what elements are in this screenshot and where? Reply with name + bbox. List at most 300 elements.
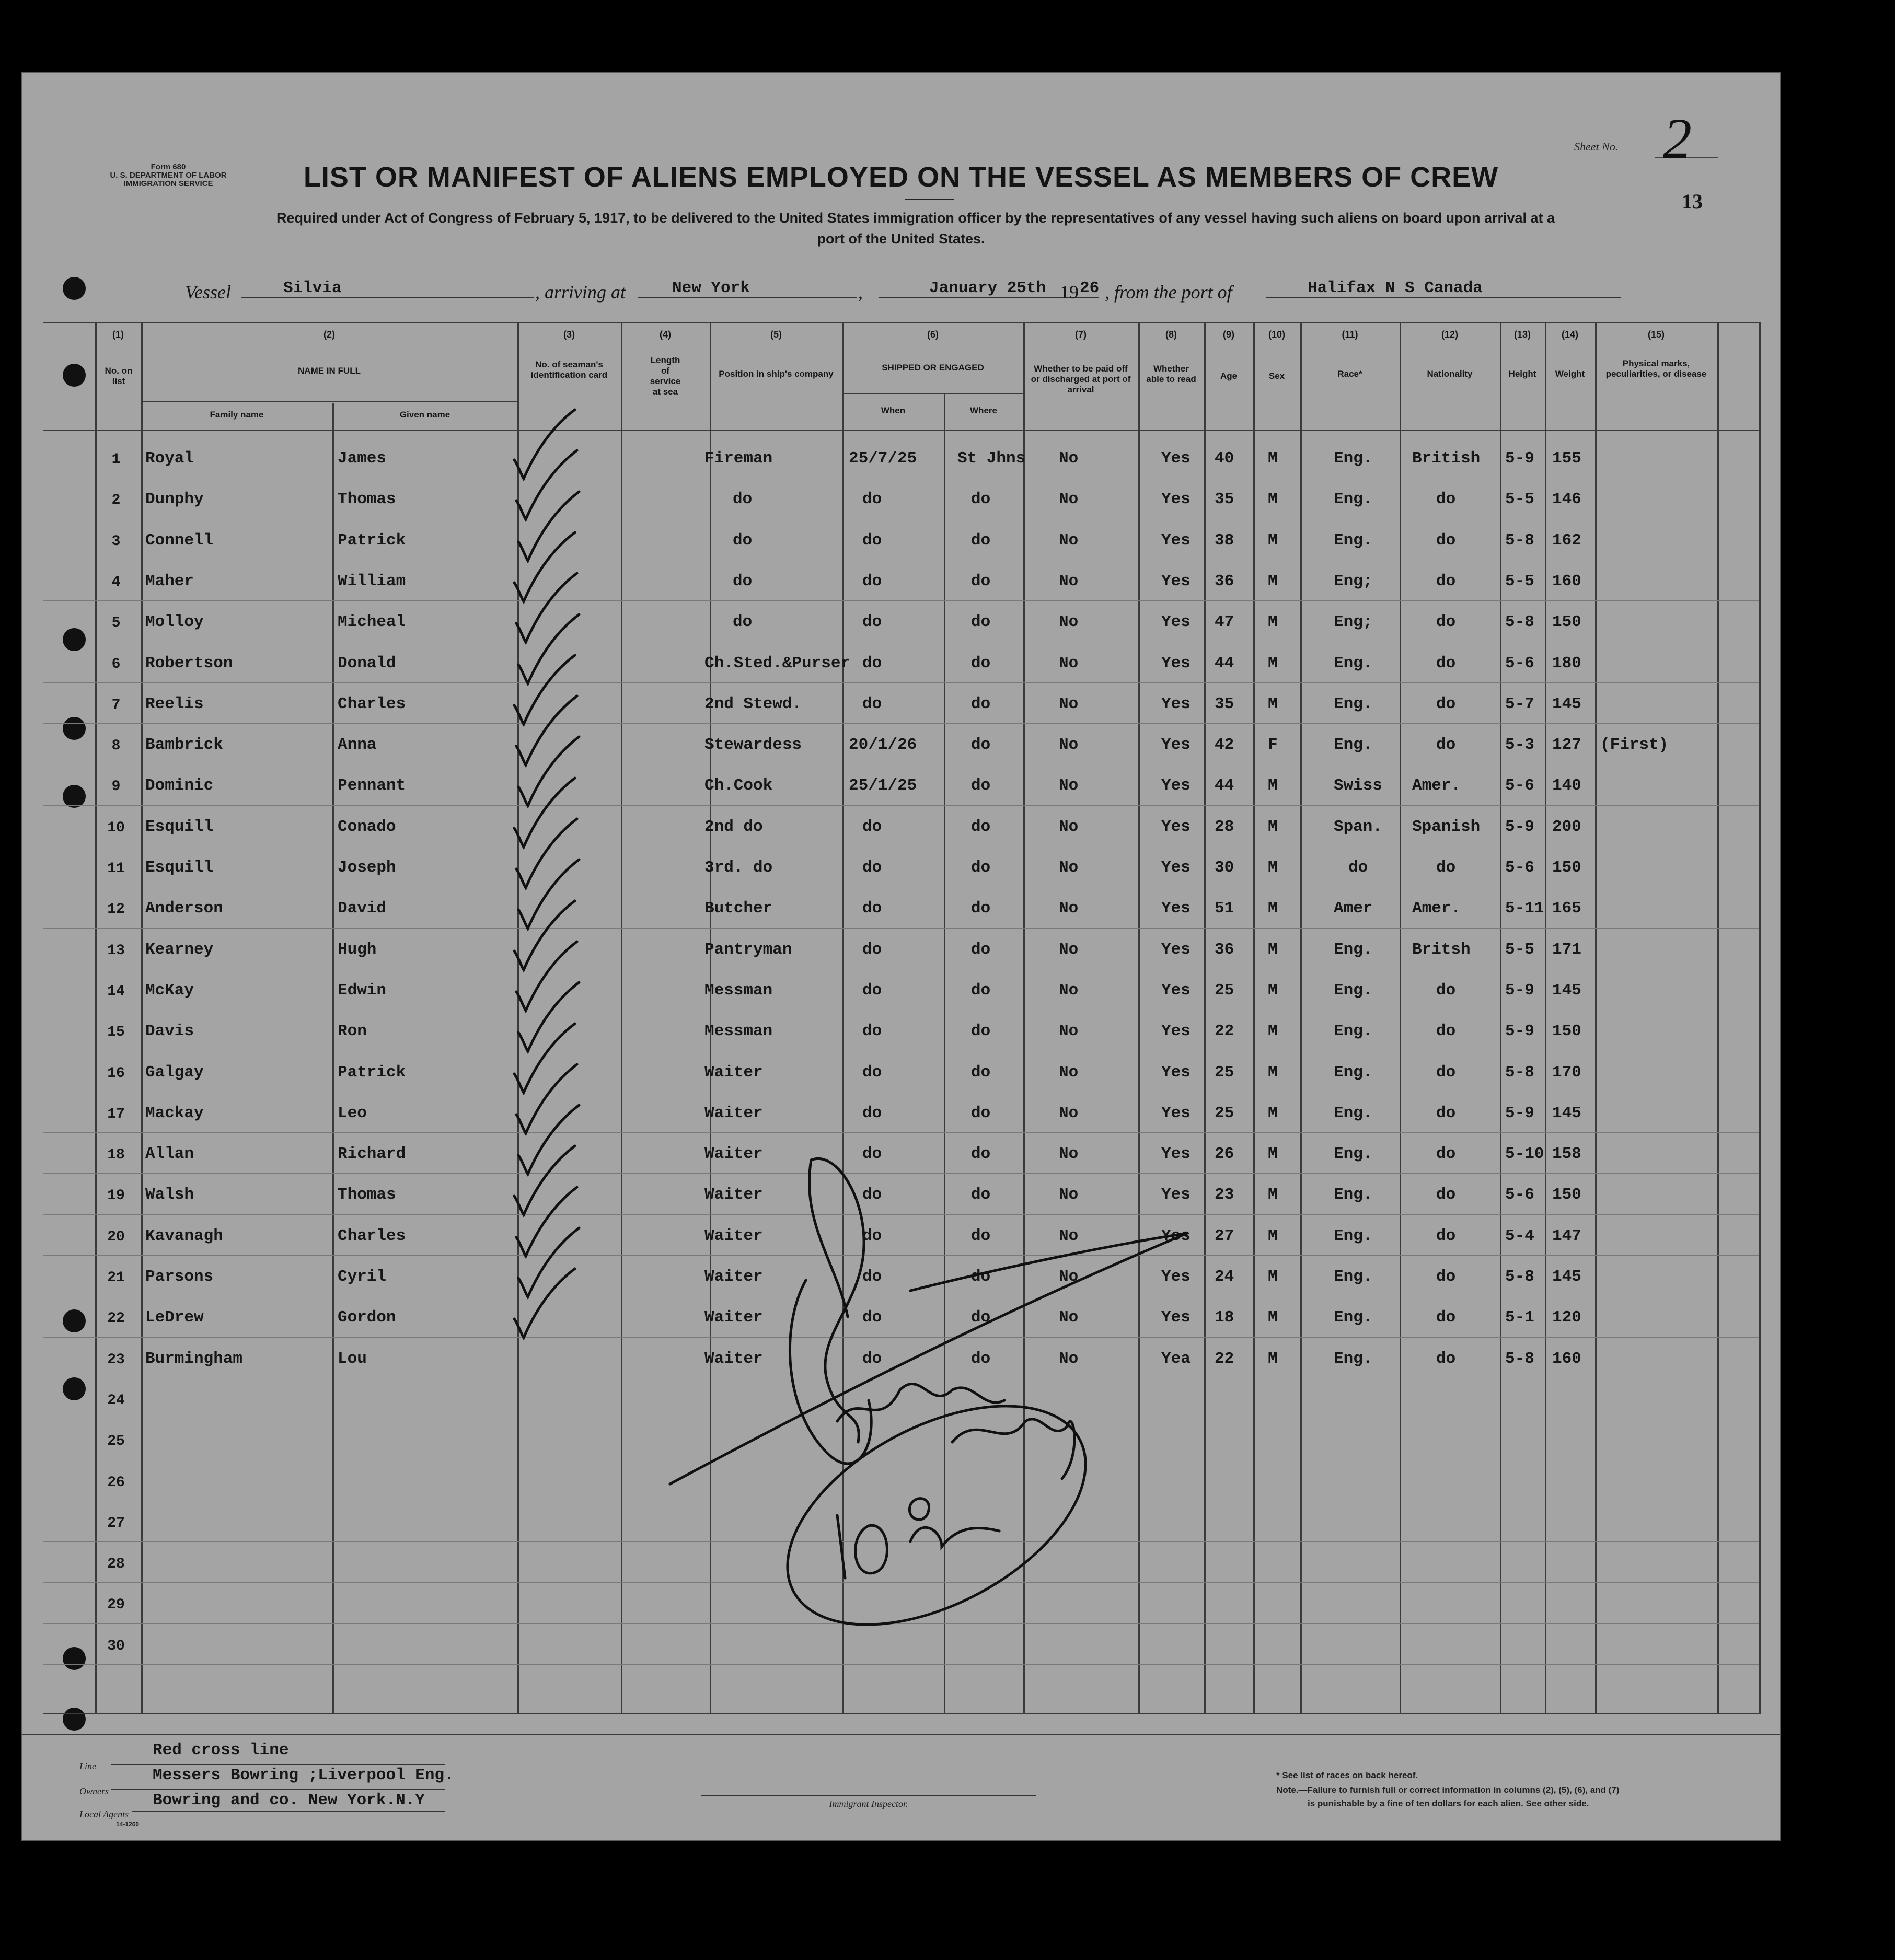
line-underline (111, 1764, 445, 1765)
row-number: 1 (111, 451, 121, 468)
row-number: 6 (111, 656, 121, 672)
cell-where: do (971, 818, 991, 836)
cell-paid: No (1059, 572, 1079, 590)
cell-height: 5-3 (1505, 736, 1534, 754)
cell-weight: 155 (1552, 449, 1581, 468)
column-number: (2) (323, 329, 335, 340)
cell-nat: do (1436, 654, 1456, 672)
row-number: 4 (111, 574, 121, 590)
cell-age: 51 (1215, 899, 1234, 918)
cell-paid: No (1059, 490, 1079, 508)
line-label: Line (79, 1761, 97, 1771)
cell-weight: 147 (1552, 1227, 1581, 1245)
cell-sex: M (1268, 941, 1278, 959)
row-number: 10 (107, 820, 125, 836)
cell-age: 40 (1215, 449, 1234, 468)
cell-where: do (971, 531, 991, 550)
column-number: (6) (927, 329, 939, 340)
cell-when: do (862, 531, 882, 550)
cell-age: 28 (1215, 818, 1234, 836)
cell-read: Yes (1161, 1063, 1191, 1082)
cell-family: Robertson (145, 654, 233, 672)
header-nationality: Nationality (1427, 369, 1473, 379)
subtitle-line-2: port of the United States. (817, 231, 985, 247)
cell-sex: F (1268, 736, 1278, 754)
cell-read: Yes (1161, 1308, 1191, 1327)
year-suffix: 26 (1080, 279, 1100, 297)
handwritten-annotation (858, 1531, 860, 1532)
cell-read: Yes (1161, 1227, 1191, 1245)
cell-where: do (971, 572, 991, 590)
cell-where: do (971, 1350, 991, 1368)
department-name: U. S. DEPARTMENT OF LABOR (110, 171, 227, 180)
subtitle-line-1: Required under Act of Congress of February 5, 1917, to be delivered to the United States immigration officer by the representatives of any vessel having such aliens on board upon arrival at a (276, 210, 1555, 226)
cell-when: do (862, 1145, 882, 1163)
cell-position: Stewardess (704, 736, 802, 754)
cell-where: do (971, 1145, 991, 1163)
cell-nat: do (1436, 859, 1456, 877)
cell-when: do (862, 613, 882, 631)
cell-when: 25/7/25 (849, 449, 917, 468)
cell-age: 25 (1215, 1063, 1234, 1082)
cell-race: do (1348, 859, 1368, 877)
header-age: Age (1220, 371, 1238, 381)
cell-position: do (733, 572, 753, 590)
cell-given: Edwin (338, 981, 387, 1000)
manifest-sheet (21, 72, 1781, 1841)
cell-when: do (862, 1022, 882, 1040)
row-number: 14 (107, 983, 125, 1000)
cell-height: 5-11 (1505, 899, 1544, 918)
cell-age: 23 (1215, 1186, 1234, 1204)
cell-read: Yes (1161, 818, 1191, 836)
cell-paid: No (1059, 941, 1079, 959)
cell-position: Fireman (704, 449, 773, 468)
cell-height: 5-6 (1505, 776, 1534, 795)
cell-race: Span. (1334, 818, 1383, 836)
row-number: 20 (107, 1229, 125, 1245)
cell-race: Eng. (1334, 736, 1373, 754)
row-number: 13 (107, 943, 125, 959)
inspector-signature (22, 73, 1780, 1840)
cell-paid: No (1059, 1186, 1079, 1204)
cell-paid: No (1059, 531, 1079, 550)
cell-nat: do (1436, 1104, 1456, 1122)
cell-nat: do (1436, 1063, 1456, 1082)
cell-nat: do (1436, 531, 1456, 550)
cell-where: do (971, 1227, 991, 1245)
cell-sex: M (1268, 654, 1278, 672)
cell-sex: M (1268, 1308, 1278, 1327)
header-physical-marks: Physical marks, peculiarities, or disease (1605, 358, 1707, 379)
cell-paid: No (1059, 613, 1079, 631)
cell-race: Eng. (1334, 1063, 1373, 1082)
from-port: Halifax N S Canada (1308, 279, 1483, 297)
cell-age: 25 (1215, 981, 1234, 1000)
header-paid-off: Whether to be paid off or discharged at port of arrival (1031, 364, 1131, 395)
row-number: 22 (107, 1310, 125, 1327)
cell-when: do (862, 941, 882, 959)
cell-read: Yes (1161, 981, 1191, 1000)
cell-family: Esquill (145, 859, 214, 877)
cell-given: Cyril (338, 1268, 387, 1286)
header-id-card: No. of seaman's identification card (530, 359, 608, 380)
cell-sex: M (1268, 1227, 1278, 1245)
cell-paid: No (1059, 899, 1079, 918)
row-number: 2 (111, 492, 121, 508)
cell-age: 24 (1215, 1268, 1234, 1286)
cell-when: do (862, 859, 882, 877)
cell-nat: British (1412, 449, 1481, 468)
row-number: 21 (107, 1270, 125, 1286)
cell-read: Yes (1161, 1104, 1191, 1122)
cell-when: do (862, 1227, 882, 1245)
cell-race: Eng. (1334, 1350, 1373, 1368)
cell-sex: M (1268, 1063, 1278, 1082)
cell-sex: M (1268, 1022, 1278, 1040)
cell-nat: Britsh (1412, 941, 1471, 959)
cell-height: 5-9 (1505, 818, 1534, 836)
cell-nat: do (1436, 490, 1456, 508)
cell-read: Yes (1161, 1145, 1191, 1163)
header-race: Race* (1337, 369, 1362, 379)
cell-given: Hugh (338, 941, 377, 959)
header-family-name: Family name (210, 410, 264, 420)
cell-read: Yea (1161, 1350, 1191, 1368)
cell-where: do (971, 1308, 991, 1327)
cell-where: do (971, 1022, 991, 1040)
cell-marks: (First) (1600, 736, 1669, 754)
owners-value: Messers Bowring ;Liverpool Eng. (153, 1766, 454, 1784)
cell-given: Leo (338, 1104, 367, 1122)
cell-where: do (971, 736, 991, 754)
cell-paid: No (1059, 449, 1079, 468)
header-when: When (881, 405, 906, 415)
cell-height: 5-6 (1505, 1186, 1534, 1204)
fine-note-2: is punishable by a fine of ten dollars for each alien. See other side. (1308, 1799, 1589, 1808)
cell-height: 5-6 (1505, 859, 1534, 877)
cell-race: Eng; (1334, 572, 1373, 590)
cell-age: 22 (1215, 1350, 1234, 1368)
header-sex: Sex (1268, 371, 1285, 381)
cell-where: do (971, 981, 991, 1000)
cell-weight: 180 (1552, 654, 1581, 672)
cell-position: Waiter (704, 1308, 763, 1327)
cell-read: Yes (1161, 941, 1191, 959)
cell-age: 35 (1215, 490, 1234, 508)
cell-position: Pantryman (704, 941, 792, 959)
cell-family: Kavanagh (145, 1227, 223, 1245)
cell-when: do (862, 1268, 882, 1286)
cell-family: Kearney (145, 941, 214, 959)
cell-given: David (338, 899, 387, 918)
cell-family: Royal (145, 449, 194, 468)
cell-family: Esquill (145, 818, 214, 836)
row-number: 18 (107, 1147, 125, 1163)
header-weight: Weight (1555, 369, 1585, 379)
cell-sex: M (1268, 613, 1278, 631)
cell-weight: 160 (1552, 572, 1581, 590)
cell-read: Yes (1161, 776, 1191, 795)
vessel-name: Silvia (283, 279, 342, 297)
column-number: (8) (1165, 329, 1177, 340)
cell-race: Eng; (1334, 613, 1373, 631)
cell-paid: No (1059, 1227, 1079, 1245)
column-number: (11) (1342, 329, 1358, 340)
cell-race: Eng. (1334, 941, 1373, 959)
cell-family: Galgay (145, 1063, 204, 1082)
row-number: 8 (111, 738, 121, 754)
cell-position: Messman (704, 1022, 773, 1040)
form-code: 14-1260 (116, 1820, 140, 1828)
inspector-label: Immigrant Inspector. (829, 1799, 908, 1809)
cell-nat: do (1436, 1186, 1456, 1204)
comma-separator: , (858, 282, 863, 303)
cell-read: Yes (1161, 899, 1191, 918)
cell-given: Patrick (338, 531, 406, 550)
cell-when: do (862, 654, 882, 672)
cell-height: 5-5 (1505, 941, 1534, 959)
cell-position: do (733, 531, 753, 550)
row-number: 29 (107, 1597, 125, 1613)
cell-where: do (971, 941, 991, 959)
cell-nat: Amer. (1412, 776, 1461, 795)
cell-weight: 145 (1552, 1268, 1581, 1286)
cell-position: Ch.Cook (704, 776, 773, 795)
cell-given: Gordon (338, 1308, 396, 1327)
row-number: 26 (107, 1475, 125, 1491)
header-where: Where (970, 405, 997, 415)
cell-age: 35 (1215, 695, 1234, 713)
cell-sex: M (1268, 818, 1278, 836)
cell-race: Eng. (1334, 1104, 1373, 1122)
cell-when: do (862, 1350, 882, 1368)
cell-when: do (862, 981, 882, 1000)
cell-sex: M (1268, 1268, 1278, 1286)
cell-when: do (862, 899, 882, 918)
cell-height: 5-9 (1505, 981, 1534, 1000)
cell-paid: No (1059, 859, 1079, 877)
cell-paid: No (1059, 1268, 1079, 1286)
arriving-label: , arriving at (535, 282, 626, 303)
column-number: (10) (1268, 329, 1285, 340)
cell-family: Mackay (145, 1104, 204, 1122)
cell-family: LeDrew (145, 1308, 204, 1327)
cell-nat: Amer. (1412, 899, 1461, 918)
cell-weight: 120 (1552, 1308, 1581, 1327)
cell-position: 3rd. do (704, 859, 773, 877)
cell-nat: do (1436, 736, 1456, 754)
column-number: (13) (1513, 329, 1531, 340)
row-number: 27 (107, 1515, 125, 1532)
cell-nat: do (1436, 1022, 1456, 1040)
column-number: (5) (770, 329, 782, 340)
cell-paid: No (1059, 736, 1079, 754)
row-number: 24 (107, 1393, 125, 1409)
row-number: 17 (107, 1106, 125, 1122)
note-text: —Failure to furnish full or correct information in columns (2), (5), (6), and (7) (1298, 1785, 1620, 1795)
owners-underline (111, 1789, 445, 1790)
cell-race: Eng. (1334, 981, 1373, 1000)
cell-race: Eng. (1334, 695, 1373, 713)
cell-age: 18 (1215, 1308, 1234, 1327)
arrival-date: January 25th (929, 279, 1046, 297)
cell-weight: 145 (1552, 981, 1581, 1000)
cell-paid: No (1059, 695, 1079, 713)
cell-race: Eng. (1334, 1186, 1373, 1204)
arriving-port: New York (672, 279, 750, 297)
cell-height: 5-9 (1505, 449, 1534, 468)
cell-when: do (862, 1186, 882, 1204)
cell-paid: No (1059, 1308, 1079, 1327)
cell-weight: 146 (1552, 490, 1581, 508)
cell-height: 5-7 (1505, 695, 1534, 713)
page-title: LIST OR MANIFEST OF ALIENS EMPLOYED ON THE VESSEL AS MEMBERS OF CREW (303, 161, 1499, 193)
cell-where: do (971, 695, 991, 713)
cell-where: do (971, 613, 991, 631)
cell-given: Donald (338, 654, 396, 672)
cell-position: do (733, 613, 753, 631)
cell-where: do (971, 1104, 991, 1122)
cell-position: 2nd Stewd. (704, 695, 802, 713)
cell-read: Yes (1161, 859, 1191, 877)
cell-weight: 200 (1552, 818, 1581, 836)
cell-race: Eng. (1334, 654, 1373, 672)
cell-nat: Spanish (1412, 818, 1481, 836)
cell-paid: No (1059, 1350, 1079, 1368)
cell-weight: 145 (1552, 695, 1581, 713)
row-number: 9 (111, 779, 121, 795)
cell-weight: 150 (1552, 613, 1581, 631)
cell-given: James (338, 449, 387, 468)
cell-given: Thomas (338, 490, 396, 508)
cell-weight: 171 (1552, 941, 1581, 959)
cell-family: Anderson (145, 899, 223, 918)
cell-read: Yes (1161, 572, 1191, 590)
column-number: (9) (1223, 329, 1234, 340)
cell-family: Allan (145, 1145, 194, 1163)
cell-position: Waiter (704, 1268, 763, 1286)
row-number: 12 (107, 901, 125, 918)
cell-given: Ron (338, 1022, 367, 1040)
cell-sex: M (1268, 449, 1278, 468)
form-number: Form 680 (151, 163, 186, 171)
header-height: Height (1508, 369, 1536, 379)
header-able-to-read: Whether able to read (1146, 364, 1196, 384)
column-number: (12) (1441, 329, 1458, 340)
row-number: 28 (107, 1556, 125, 1572)
cell-family: Connell (145, 531, 214, 550)
cell-given: Joseph (338, 859, 396, 877)
cell-race: Eng. (1334, 1022, 1373, 1040)
cell-height: 5-1 (1505, 1308, 1534, 1327)
cell-sex: M (1268, 1350, 1278, 1368)
cell-read: Yes (1161, 613, 1191, 631)
cell-age: 36 (1215, 941, 1234, 959)
cell-given: Thomas (338, 1186, 396, 1204)
cell-when: do (862, 572, 882, 590)
row-number: 23 (107, 1352, 125, 1368)
row-number: 5 (111, 615, 121, 631)
cell-where: do (971, 1186, 991, 1204)
cell-family: Molloy (145, 613, 204, 631)
cell-sex: M (1268, 572, 1278, 590)
cell-nat: do (1436, 1350, 1456, 1368)
cell-paid: No (1059, 1104, 1079, 1122)
cell-race: Eng. (1334, 1268, 1373, 1286)
cell-weight: 150 (1552, 1022, 1581, 1040)
cell-sex: M (1268, 531, 1278, 550)
cell-height: 5-8 (1505, 1268, 1534, 1286)
cell-paid: No (1059, 818, 1079, 836)
cell-nat: do (1436, 1268, 1456, 1286)
cell-position: Waiter (704, 1145, 763, 1163)
cell-nat: do (1436, 695, 1456, 713)
sheet-number-label: Sheet No. (1574, 140, 1619, 153)
cell-position: Waiter (704, 1063, 763, 1082)
column-number: (1) (112, 329, 124, 340)
cell-family: Walsh (145, 1186, 194, 1204)
cell-sex: M (1268, 981, 1278, 1000)
cell-weight: 170 (1552, 1063, 1581, 1082)
cell-family: Reelis (145, 695, 204, 713)
cell-family: Bambrick (145, 736, 223, 754)
cell-given: Charles (338, 1227, 406, 1245)
cell-position: Waiter (704, 1186, 763, 1204)
cell-height: 5-8 (1505, 613, 1534, 631)
row-number: 19 (107, 1188, 125, 1204)
cell-age: 44 (1215, 654, 1234, 672)
cell-height: 5-4 (1505, 1227, 1534, 1245)
agents-underline (132, 1811, 445, 1812)
fine-note (1276, 1785, 1619, 1795)
cell-paid: No (1059, 776, 1079, 795)
cell-position: Messman (704, 981, 773, 1000)
cell-where: do (971, 1268, 991, 1286)
cell-given: Anna (338, 736, 377, 754)
cell-nat: do (1436, 1145, 1456, 1163)
cell-paid: No (1059, 1145, 1079, 1163)
cell-family: McKay (145, 981, 194, 1000)
header-length-of-service: Length of service at sea (650, 355, 681, 397)
cell-when: do (862, 1063, 882, 1082)
cell-sex: M (1268, 859, 1278, 877)
cell-sex: M (1268, 695, 1278, 713)
cell-height: 5-8 (1505, 1063, 1534, 1082)
header-name-in-full: NAME IN FULL (298, 366, 361, 376)
cell-nat: do (1436, 572, 1456, 590)
cell-when: do (862, 695, 882, 713)
year-prefix: 19 (1060, 282, 1079, 303)
header-given-name: Given name (399, 410, 450, 420)
cell-height: 5-5 (1505, 490, 1534, 508)
cell-paid: No (1059, 1022, 1079, 1040)
cell-height: 5-8 (1505, 531, 1534, 550)
cell-given: Lou (338, 1350, 367, 1368)
cell-race: Eng. (1334, 531, 1373, 550)
cell-sex: M (1268, 1145, 1278, 1163)
cell-race: Eng. (1334, 490, 1373, 508)
page-number: 13 (1682, 190, 1703, 213)
cell-read: Yes (1161, 1268, 1191, 1286)
column-number: (3) (563, 329, 575, 340)
line-value: Red cross line (153, 1741, 289, 1759)
header-position: Position in ship's company (719, 369, 834, 379)
cell-position: Ch.Sted.&Purser (704, 654, 851, 672)
cell-race: Eng. (1334, 1308, 1373, 1327)
cell-when: do (862, 1308, 882, 1327)
row-number: 11 (107, 861, 125, 877)
